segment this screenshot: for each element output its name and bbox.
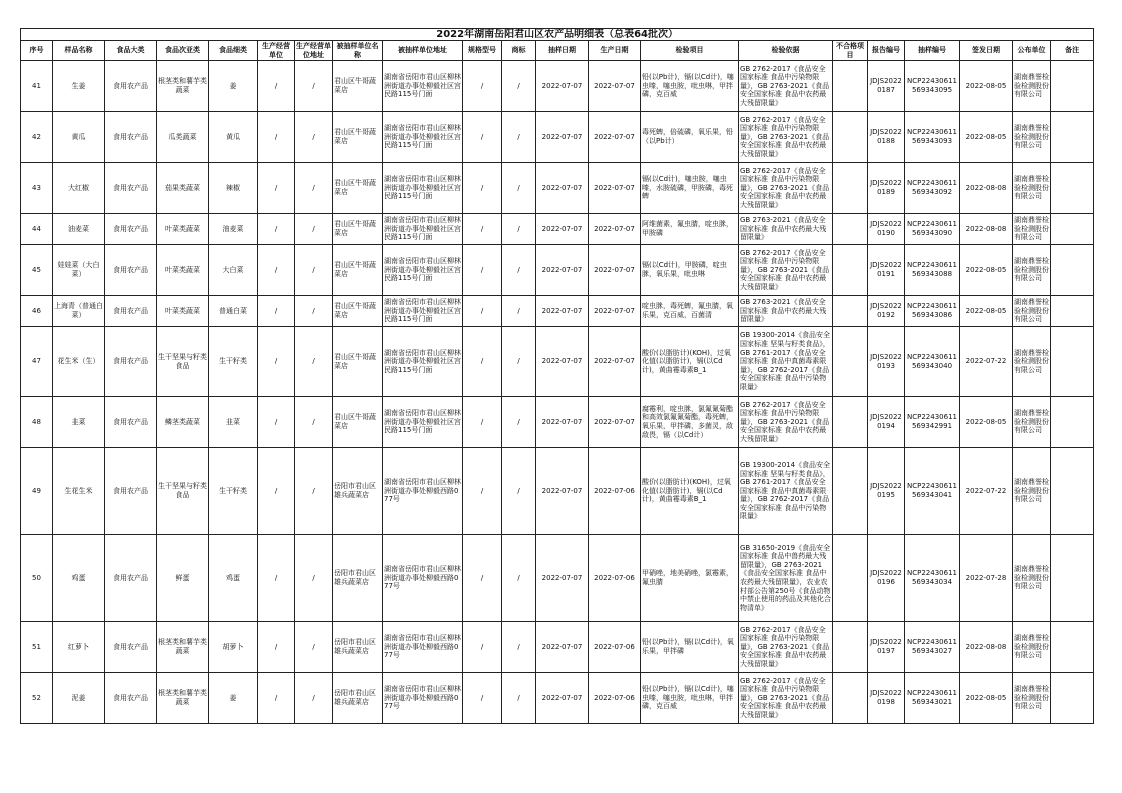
cell-report-no: JDJS20220197 [868, 622, 905, 673]
cell-brand: / [502, 673, 536, 724]
cell-sampled-unit: 岳阳市君山区雄兵蔬菜店 [333, 535, 383, 622]
cell-food-category: 食用农产品 [105, 327, 157, 397]
cell-remark [1051, 61, 1094, 112]
cell-test-basis: GB 2762-2017《食品安全国家标准 食品中污染物限量》，GB 2763-2021《食品安全国家标准 食品中农药最大残留限量》 [739, 163, 833, 214]
cell-sample-name: 花生米（生） [53, 327, 105, 397]
cell-report-no: JDJS20220189 [868, 163, 905, 214]
sheet [20, 28, 1093, 724]
cell-sample-name: 韭菜 [53, 397, 105, 448]
cell-food-fine-category: 辣椒 [209, 163, 258, 214]
cell-issue-date: 2022-08-08 [960, 622, 1013, 673]
cell-seq-no: 51 [21, 622, 53, 673]
cell-seq-no: 49 [21, 448, 53, 535]
cell-issue-date: 2022-08-05 [960, 673, 1013, 724]
header-food-fine-category: 食品细类 [209, 41, 258, 61]
cell-test-items: 阿维菌素，氟虫腈，啶虫脒，甲胺磷 [641, 214, 739, 245]
cell-producer-address: / [295, 112, 333, 163]
cell-spec: / [463, 327, 502, 397]
cell-seq-no: 43 [21, 163, 53, 214]
header-food-subcategory: 食品次亚类 [157, 41, 209, 61]
table-title: 2022年湖南岳阳君山区农产品明细表（总表64批次） [21, 29, 1094, 41]
cell-sample-no: NCP22430611569342991 [905, 397, 960, 448]
cell-failed-items [833, 673, 868, 724]
cell-test-basis: GB 19300-2014《食品安全国家标准 坚果与籽类食品》，GB 2761-2017《食品安全国家标准 食品中真菌毒素限量》，GB 2762-2017《食品安全国家标准 食品中污染物限量》 [739, 448, 833, 535]
table-row [21, 214, 1094, 245]
cell-food-subcategory: 鲜蛋 [157, 535, 209, 622]
cell-brand: / [502, 245, 536, 296]
cell-publisher: 湖南鼎誉检验检测股份有限公司 [1013, 214, 1051, 245]
cell-test-items: 酸价(以脂肪计)(KOH)，过氧化值(以脂肪计)，镉(以Cd计)，黄曲霉毒素B_1 [641, 448, 739, 535]
header-sampled-address: 被抽样单位地址 [383, 41, 463, 61]
cell-brand: / [502, 163, 536, 214]
cell-food-fine-category: 姜 [209, 673, 258, 724]
cell-food-subcategory: 根茎类和薯芋类蔬菜 [157, 673, 209, 724]
cell-seq-no: 42 [21, 112, 53, 163]
cell-issue-date: 2022-08-08 [960, 214, 1013, 245]
table-row [21, 327, 1094, 397]
header-sample-name: 样品名称 [53, 41, 105, 61]
cell-food-category: 食用农产品 [105, 535, 157, 622]
cell-sampled-address: 湖南省岳阳市君山区柳林洲街道办事处柳毅社区宫民路115号门面 [383, 296, 463, 327]
cell-publisher: 湖南鼎誉检验检测股份有限公司 [1013, 673, 1051, 724]
cell-sampled-unit: 君山区牛哥蔬菜店 [333, 245, 383, 296]
cell-food-fine-category: 大白菜 [209, 245, 258, 296]
cell-sampled-unit: 君山区牛哥蔬菜店 [333, 112, 383, 163]
cell-remark [1051, 673, 1094, 724]
cell-failed-items [833, 327, 868, 397]
cell-report-no: JDJS20220188 [868, 112, 905, 163]
cell-sampled-address: 湖南省岳阳市君山区柳林洲街道办事处柳毅西路077号 [383, 673, 463, 724]
cell-spec: / [463, 397, 502, 448]
cell-sample-no: NCP22430611569343086 [905, 296, 960, 327]
header-failed-items: 不合格项目 [833, 41, 868, 61]
cell-producer-address: / [295, 622, 333, 673]
cell-sample-name: 油麦菜 [53, 214, 105, 245]
cell-failed-items [833, 397, 868, 448]
cell-seq-no: 44 [21, 214, 53, 245]
cell-report-no: JDJS20220187 [868, 61, 905, 112]
cell-producer: / [258, 327, 295, 397]
table-row [21, 245, 1094, 296]
cell-publisher: 湖南鼎誉检验检测股份有限公司 [1013, 535, 1051, 622]
cell-seq-no: 48 [21, 397, 53, 448]
cell-food-subcategory: 鳞茎类蔬菜 [157, 397, 209, 448]
cell-producer: / [258, 397, 295, 448]
header-production-date: 生产日期 [589, 41, 641, 61]
cell-report-no: JDJS20220193 [868, 327, 905, 397]
header-producer-address: 生产经营单位地址 [296, 41, 331, 59]
table-row [21, 61, 1094, 112]
cell-producer: / [258, 214, 295, 245]
cell-food-subcategory: 叶菜类蔬菜 [157, 214, 209, 245]
cell-food-fine-category: 生干籽类 [209, 448, 258, 535]
cell-report-no: JDJS20220190 [868, 214, 905, 245]
cell-food-fine-category: 黄瓜 [209, 112, 258, 163]
cell-report-no: JDJS20220198 [868, 673, 905, 724]
cell-failed-items [833, 622, 868, 673]
cell-test-items: 甲硝唑，地美硝唑，氯霉素，氟虫腈 [641, 535, 739, 622]
cell-food-category: 食用农产品 [105, 397, 157, 448]
cell-sampled-unit: 君山区牛哥蔬菜店 [333, 214, 383, 245]
cell-test-items: 铅(以Pb计)，镉(以Cd计)，噻虫嗪，噻虫胺，吡虫啉，甲拌磷，克百威 [641, 61, 739, 112]
cell-production-date: 2022-07-06 [589, 673, 641, 724]
cell-remark [1051, 397, 1094, 448]
cell-failed-items [833, 61, 868, 112]
header-spec: 规格型号 [463, 41, 502, 61]
cell-test-basis: GB 2762-2017《食品安全国家标准 食品中污染物限量》，GB 2763-2021《食品安全国家标准 食品中农药最大残留限量》 [739, 61, 833, 112]
cell-failed-items [833, 163, 868, 214]
cell-sampled-address: 湖南省岳阳市君山区柳林洲街道办事处柳毅西路077号 [383, 535, 463, 622]
header-sample-date: 抽样日期 [536, 41, 589, 61]
cell-sampled-address: 湖南省岳阳市君山区柳林洲街道办事处柳毅社区宫民路115号门面 [383, 245, 463, 296]
cell-production-date: 2022-07-07 [589, 163, 641, 214]
cell-issue-date: 2022-08-05 [960, 245, 1013, 296]
cell-spec: / [463, 622, 502, 673]
cell-test-basis: GB 19300-2014《食品安全国家标准 坚果与籽类食品》，GB 2761-2017《食品安全国家标准 食品中真菌毒素限量》，GB 2762-2017《食品安全国家标准 食品中污染物限量》 [739, 327, 833, 397]
cell-brand: / [502, 327, 536, 397]
cell-sample-name: 黄瓜 [53, 112, 105, 163]
cell-test-items: 铅(以Pb计)，镉(以Cd计)，氧乐果，甲拌磷 [641, 622, 739, 673]
cell-production-date: 2022-07-07 [589, 397, 641, 448]
header-remark: 备注 [1051, 41, 1094, 61]
cell-publisher: 湖南鼎誉检验检测股份有限公司 [1013, 397, 1051, 448]
header-test-items: 检验项目 [641, 41, 739, 61]
cell-producer-address: / [295, 296, 333, 327]
cell-spec: / [463, 296, 502, 327]
cell-seq-no: 52 [21, 673, 53, 724]
cell-sample-date: 2022-07-07 [536, 112, 589, 163]
cell-failed-items [833, 245, 868, 296]
cell-publisher: 湖南鼎誉检验检测股份有限公司 [1013, 245, 1051, 296]
cell-test-items: 腐霉利，啶虫脒，氯氟氰菊酯和高效氯氟氰菊酯，毒死蜱，氧乐果，甲拌磷，多菌灵，敌敌畏，镉（以Cd计） [641, 397, 739, 448]
cell-sampled-address: 湖南省岳阳市君山区柳林洲街道办事处柳毅社区宫民路115号门面 [383, 163, 463, 214]
cell-test-items: 啶虫脒，毒死蜱，氟虫腈，氧乐果，克百威，百菌清 [641, 296, 739, 327]
cell-issue-date: 2022-08-08 [960, 163, 1013, 214]
cell-sampled-address: 湖南省岳阳市君山区柳林洲街道办事处柳毅社区宫民路115号门面 [383, 112, 463, 163]
cell-test-items: 镉(以Cd计)，噻虫胺，噻虫嗪，水胺硫磷，甲胺磷，毒死蜱 [641, 163, 739, 214]
cell-brand: / [502, 61, 536, 112]
cell-sampled-unit: 君山区牛哥蔬菜店 [333, 296, 383, 327]
cell-food-subcategory: 叶菜类蔬菜 [157, 296, 209, 327]
cell-producer-address: / [295, 327, 333, 397]
cell-food-subcategory: 根茎类和薯芋类蔬菜 [157, 622, 209, 673]
cell-spec: / [463, 163, 502, 214]
table-row [21, 163, 1094, 214]
cell-producer-address: / [295, 245, 333, 296]
cell-publisher: 湖南鼎誉检验检测股份有限公司 [1013, 112, 1051, 163]
cell-publisher: 湖南鼎誉检验检测股份有限公司 [1013, 622, 1051, 673]
cell-food-fine-category: 生干籽类 [209, 327, 258, 397]
cell-report-no: JDJS20220196 [868, 535, 905, 622]
cell-food-category: 食用农产品 [105, 61, 157, 112]
cell-producer-address: / [295, 535, 333, 622]
cell-production-date: 2022-07-07 [589, 296, 641, 327]
cell-food-fine-category: 韭菜 [209, 397, 258, 448]
cell-food-subcategory: 瓜类蔬菜 [157, 112, 209, 163]
cell-brand: / [502, 397, 536, 448]
cell-remark [1051, 327, 1094, 397]
table-row [21, 397, 1094, 448]
header-seq-no: 序号 [21, 41, 53, 61]
cell-sample-no: NCP22430611569343093 [905, 112, 960, 163]
cell-food-subcategory: 根茎类和薯芋类蔬菜 [157, 61, 209, 112]
cell-sample-no: NCP22430611569343034 [905, 535, 960, 622]
header-sampled-unit: 被抽样单位名称 [333, 41, 383, 61]
cell-sample-date: 2022-07-07 [536, 397, 589, 448]
cell-issue-date: 2022-08-05 [960, 296, 1013, 327]
product-table [20, 28, 1094, 724]
cell-sample-name: 红萝卜 [53, 622, 105, 673]
cell-production-date: 2022-07-07 [589, 214, 641, 245]
cell-brand: / [502, 448, 536, 535]
cell-producer-address: / [295, 673, 333, 724]
cell-spec: / [463, 535, 502, 622]
header-issue-date: 签发日期 [960, 41, 1013, 61]
cell-food-category: 食用农产品 [105, 622, 157, 673]
header-report-no: 报告编号 [868, 41, 905, 61]
cell-seq-no: 50 [21, 535, 53, 622]
header-sample-no: 抽样编号 [905, 41, 960, 61]
cell-sampled-unit: 岳阳市君山区雄兵蔬菜店 [333, 673, 383, 724]
cell-sample-date: 2022-07-07 [536, 448, 589, 535]
table-row [21, 448, 1094, 535]
header-brand: 商标 [502, 41, 536, 61]
cell-production-date: 2022-07-06 [589, 448, 641, 535]
cell-producer: / [258, 163, 295, 214]
cell-production-date: 2022-07-06 [589, 535, 641, 622]
cell-sampled-address: 湖南省岳阳市君山区柳林洲街道办事处柳毅西路077号 [383, 622, 463, 673]
cell-publisher: 湖南鼎誉检验检测股份有限公司 [1013, 296, 1051, 327]
cell-food-category: 食用农产品 [105, 214, 157, 245]
cell-test-items: 铅(以Pb计)，镉(以Cd计)，噻虫嗪，噻虫胺，吡虫啉，甲拌磷，克百威 [641, 673, 739, 724]
cell-sample-no: NCP22430611569343090 [905, 214, 960, 245]
cell-food-category: 食用农产品 [105, 673, 157, 724]
cell-remark [1051, 535, 1094, 622]
cell-report-no: JDJS20220195 [868, 448, 905, 535]
cell-test-items: 毒死蜱，倍硫磷，氧乐果，铅（以Pb计） [641, 112, 739, 163]
cell-sample-name: 生姜 [53, 61, 105, 112]
cell-spec: / [463, 245, 502, 296]
header-publisher: 公布单位 [1013, 41, 1051, 61]
cell-publisher: 湖南鼎誉检验检测股份有限公司 [1013, 61, 1051, 112]
cell-sample-no: NCP22430611569343088 [905, 245, 960, 296]
cell-spec: / [463, 214, 502, 245]
cell-sample-date: 2022-07-07 [536, 163, 589, 214]
cell-issue-date: 2022-07-28 [960, 535, 1013, 622]
cell-food-fine-category: 油麦菜 [209, 214, 258, 245]
cell-food-fine-category: 鸡蛋 [209, 535, 258, 622]
table-body [21, 61, 1094, 724]
cell-sampled-unit: 君山区牛哥蔬菜店 [333, 397, 383, 448]
cell-issue-date: 2022-08-05 [960, 397, 1013, 448]
cell-sampled-address: 湖南省岳阳市君山区柳林洲街道办事处柳毅社区宫民路115号门面 [383, 214, 463, 245]
table-row [21, 112, 1094, 163]
cell-test-items: 镉(以Cd计)，甲胺磷，啶虫脒，氧乐果，吡虫啉 [641, 245, 739, 296]
table-row [21, 296, 1094, 327]
cell-failed-items [833, 296, 868, 327]
cell-spec: / [463, 448, 502, 535]
cell-spec: / [463, 112, 502, 163]
cell-test-basis: GB 2762-2017《食品安全国家标准 食品中污染物限量》，GB 2763-2021《食品安全国家标准 食品中农药最大残留限量》 [739, 112, 833, 163]
cell-food-subcategory: 生干坚果与籽类食品 [157, 448, 209, 535]
cell-food-fine-category: 胡萝卜 [209, 622, 258, 673]
cell-seq-no: 47 [21, 327, 53, 397]
cell-producer-address: / [295, 448, 333, 535]
cell-producer: / [258, 622, 295, 673]
cell-test-items: 酸价(以脂肪计)(KOH)，过氧化值(以脂肪计)，镉(以Cd计)，黄曲霉毒素B_1 [641, 327, 739, 397]
cell-sample-name: 大红椒 [53, 163, 105, 214]
cell-remark [1051, 296, 1094, 327]
cell-test-basis: GB 2762-2017《食品安全国家标准 食品中污染物限量》，GB 2763-2021《食品安全国家标准 食品中农药最大残留限量》 [739, 622, 833, 673]
cell-remark [1051, 214, 1094, 245]
cell-publisher: 湖南鼎誉检验检测股份有限公司 [1013, 327, 1051, 397]
cell-food-subcategory: 生干坚果与籽类食品 [157, 327, 209, 397]
cell-issue-date: 2022-08-05 [960, 61, 1013, 112]
cell-sample-date: 2022-07-07 [536, 245, 589, 296]
cell-issue-date: 2022-07-22 [960, 448, 1013, 535]
table-row [21, 622, 1094, 673]
cell-failed-items [833, 535, 868, 622]
cell-sample-date: 2022-07-07 [536, 214, 589, 245]
cell-test-basis: GB 2763-2021《食品安全国家标准 食品中农药最大残留限量》 [739, 214, 833, 245]
cell-publisher: 湖南鼎誉检验检测股份有限公司 [1013, 163, 1051, 214]
cell-report-no: JDJS20220194 [868, 397, 905, 448]
cell-producer: / [258, 296, 295, 327]
cell-sampled-address: 湖南省岳阳市君山区柳林洲街道办事处柳毅社区宫民路115号门面 [383, 327, 463, 397]
cell-test-basis: GB 31650-2019《食品安全国家标准 食品中兽药最大残留限量》，GB 2763-2021《食品安全国家标准 食品中农药最大残留限量》，农业农村部公告第250号《食品动物中禁止使用的药品及其他化合物清单》 [739, 535, 833, 622]
cell-production-date: 2022-07-07 [589, 112, 641, 163]
cell-sample-date: 2022-07-07 [536, 673, 589, 724]
cell-brand: / [502, 296, 536, 327]
cell-brand: / [502, 622, 536, 673]
cell-producer: / [258, 245, 295, 296]
cell-seq-no: 41 [21, 61, 53, 112]
cell-sample-date: 2022-07-07 [536, 61, 589, 112]
cell-producer: / [258, 61, 295, 112]
cell-food-category: 食用农产品 [105, 296, 157, 327]
cell-sample-no: NCP22430611569343095 [905, 61, 960, 112]
cell-sample-date: 2022-07-07 [536, 535, 589, 622]
cell-producer: / [258, 673, 295, 724]
cell-food-category: 食用农产品 [105, 448, 157, 535]
cell-seq-no: 45 [21, 245, 53, 296]
cell-remark [1051, 163, 1094, 214]
cell-report-no: JDJS20220191 [868, 245, 905, 296]
cell-test-basis: GB 2762-2017《食品安全国家标准 食品中污染物限量》，GB 2763-2021《食品安全国家标准 食品中农药最大残留限量》 [739, 397, 833, 448]
cell-seq-no: 46 [21, 296, 53, 327]
cell-producer: / [258, 112, 295, 163]
table-row [21, 535, 1094, 622]
cell-production-date: 2022-07-07 [589, 245, 641, 296]
cell-test-basis: GB 2762-2017《食品安全国家标准 食品中污染物限量》，GB 2763-2021《食品安全国家标准 食品中农药最大残留限量》 [739, 673, 833, 724]
cell-sampled-unit: 君山区牛哥蔬菜店 [333, 327, 383, 397]
cell-sample-date: 2022-07-07 [536, 327, 589, 397]
cell-producer-address: / [295, 214, 333, 245]
cell-test-basis: GB 2763-2021《食品安全国家标准 食品中农药最大残留限量》 [739, 296, 833, 327]
cell-issue-date: 2022-08-05 [960, 112, 1013, 163]
cell-brand: / [502, 214, 536, 245]
cell-sampled-unit: 岳阳市君山区雄兵蔬菜店 [333, 448, 383, 535]
cell-producer: / [258, 535, 295, 622]
header-food-category: 食品大类 [105, 41, 157, 61]
cell-sampled-address: 湖南省岳阳市君山区柳林洲街道办事处柳毅西路077号 [383, 448, 463, 535]
cell-sample-name: 鸡蛋 [53, 535, 105, 622]
cell-report-no: JDJS20220192 [868, 296, 905, 327]
cell-sample-no: NCP22430611569343041 [905, 448, 960, 535]
cell-failed-items [833, 112, 868, 163]
cell-sampled-address: 湖南省岳阳市君山区柳林洲街道办事处柳毅社区宫民路115号门面 [383, 61, 463, 112]
cell-food-fine-category: 姜 [209, 61, 258, 112]
cell-food-fine-category: 普通白菜 [209, 296, 258, 327]
cell-sampled-unit: 君山区牛哥蔬菜店 [333, 163, 383, 214]
cell-food-subcategory: 茄果类蔬菜 [157, 163, 209, 214]
cell-food-category: 食用农产品 [105, 112, 157, 163]
cell-remark [1051, 622, 1094, 673]
table-row [21, 673, 1094, 724]
cell-publisher: 湖南鼎誉检验检测股份有限公司 [1013, 448, 1051, 535]
cell-sample-no: NCP22430611569343021 [905, 673, 960, 724]
cell-food-category: 食用农产品 [105, 163, 157, 214]
cell-food-category: 食用农产品 [105, 245, 157, 296]
cell-sample-name: 娃娃菜（大白菜） [53, 245, 105, 296]
header-producer: 生产经营单位 [258, 41, 295, 61]
cell-production-date: 2022-07-07 [589, 61, 641, 112]
header-row [21, 41, 1094, 61]
cell-producer-address: / [295, 397, 333, 448]
cell-failed-items [833, 214, 868, 245]
cell-producer: / [258, 448, 295, 535]
cell-brand: / [502, 112, 536, 163]
cell-production-date: 2022-07-06 [589, 622, 641, 673]
cell-brand: / [502, 535, 536, 622]
cell-sample-date: 2022-07-07 [536, 622, 589, 673]
cell-producer-address: / [295, 61, 333, 112]
cell-sample-no: NCP22430611569343092 [905, 163, 960, 214]
cell-production-date: 2022-07-07 [589, 327, 641, 397]
cell-sampled-unit: 君山区牛哥蔬菜店 [333, 61, 383, 112]
cell-food-subcategory: 叶菜类蔬菜 [157, 245, 209, 296]
cell-sample-name: 上海青（普通白菜） [53, 296, 105, 327]
cell-producer-address: / [295, 163, 333, 214]
cell-spec: / [463, 61, 502, 112]
cell-remark [1051, 448, 1094, 535]
cell-spec: / [463, 673, 502, 724]
cell-sample-no: NCP22430611569343027 [905, 622, 960, 673]
cell-remark [1051, 112, 1094, 163]
cell-sampled-unit: 岳阳市君山区雄兵蔬菜店 [333, 622, 383, 673]
cell-sample-name: 生花生米 [53, 448, 105, 535]
cell-remark [1051, 245, 1094, 296]
cell-sample-no: NCP22430611569343040 [905, 327, 960, 397]
cell-test-basis: GB 2762-2017《食品安全国家标准 食品中污染物限量》，GB 2763-2021《食品安全国家标准 食品中农药最大残留限量》 [739, 245, 833, 296]
cell-sampled-address: 湖南省岳阳市君山区柳林洲街道办事处柳毅社区宫民路115号门面 [383, 397, 463, 448]
header-test-basis: 检验依据 [739, 41, 833, 61]
cell-sample-name: 泥姜 [53, 673, 105, 724]
cell-issue-date: 2022-07-22 [960, 327, 1013, 397]
cell-sample-date: 2022-07-07 [536, 296, 589, 327]
cell-failed-items [833, 448, 868, 535]
